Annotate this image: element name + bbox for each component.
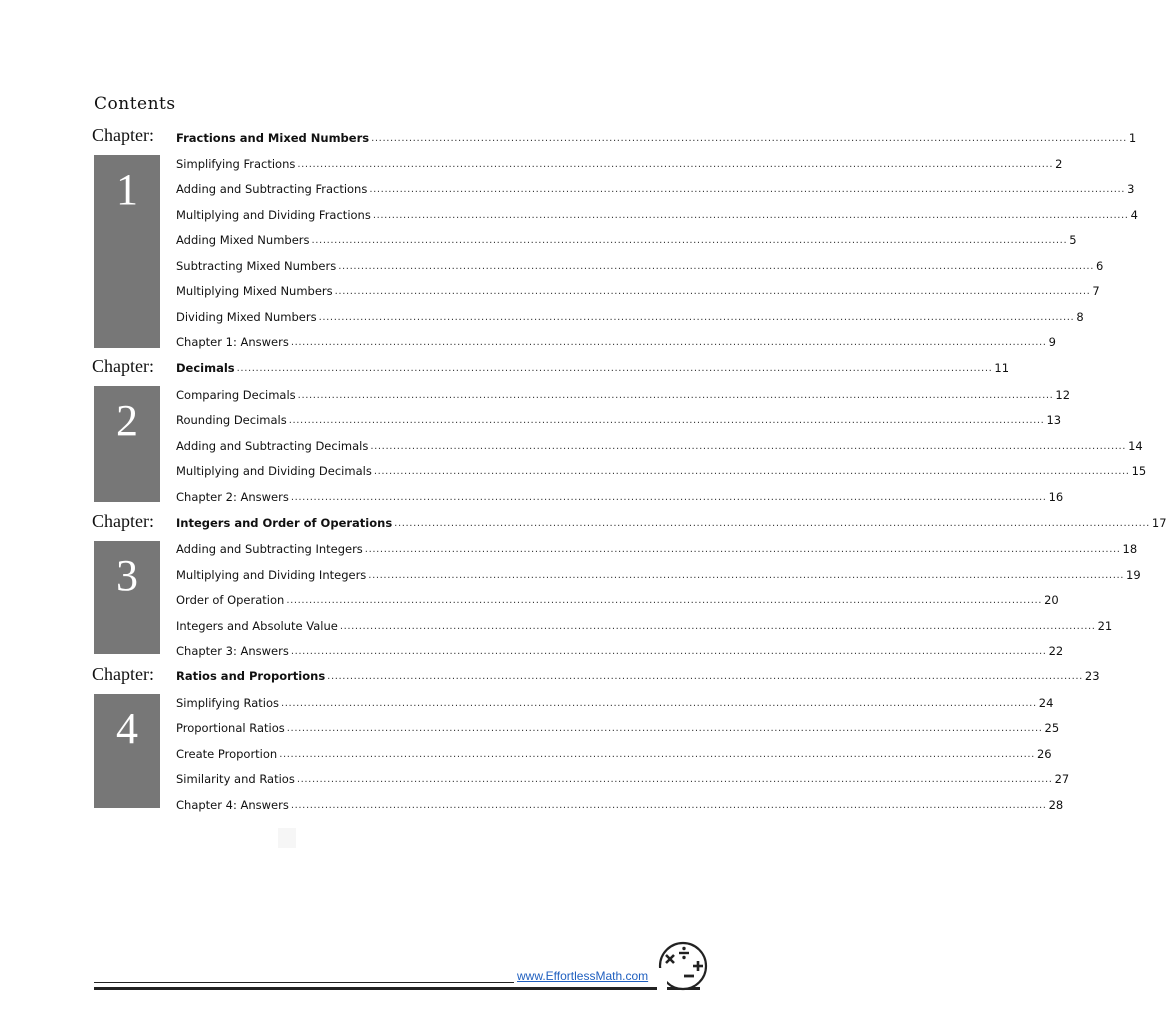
toc-heading-chapter-4[interactable] xyxy=(176,668,1100,684)
toc-entry-title: Adding and Subtracting Fractions xyxy=(176,182,368,196)
toc-entry-page: 3 xyxy=(1127,182,1135,196)
chapter-1-number: 1 xyxy=(116,165,138,214)
toc-entry[interactable] xyxy=(176,232,1077,248)
chapter-2-label: Chapter: xyxy=(92,356,154,376)
toc-entry-title: Simplifying Ratios xyxy=(176,696,279,710)
toc-entry-page: 23 xyxy=(1084,669,1100,683)
toc-entry-title: Rounding Decimals xyxy=(176,413,287,427)
chapter-2-number: 2 xyxy=(116,396,138,445)
dot-leader: ........................................................................................................................................................................................................ xyxy=(286,595,1043,606)
toc-entry[interactable] xyxy=(176,334,1056,350)
toc-entry-page: 4 xyxy=(1130,208,1138,222)
toc-entry[interactable] xyxy=(176,412,1062,428)
chapter-4-label: Chapter: xyxy=(92,664,154,684)
toc-entry-title: Chapter 2: Answers xyxy=(176,490,289,504)
toc-entry-page: 19 xyxy=(1126,568,1141,582)
math-operations-icon xyxy=(657,940,709,992)
dot-leader: ........................................................................................................................................................................................................ xyxy=(236,363,993,374)
dot-leader: ........................................................................................................................................................................................................ xyxy=(394,518,1150,529)
dot-leader: ........................................................................................................................................................................................................ xyxy=(370,441,1127,452)
dot-leader: ........................................................................................................................................................................................................ xyxy=(290,646,1047,657)
toc-entry-page: 1 xyxy=(1128,131,1137,145)
toc-entry[interactable] xyxy=(176,720,1060,736)
toc-entry[interactable] xyxy=(176,463,1147,479)
toc-entry-page: 16 xyxy=(1048,490,1064,504)
toc-entry-title: Chapter 4: Answers xyxy=(176,798,289,812)
chapter-3-number: 3 xyxy=(116,551,138,600)
toc-entry[interactable] xyxy=(176,797,1064,813)
dot-leader: ........................................................................................................................................................................................................ xyxy=(373,466,1130,477)
chapter-3-box xyxy=(94,541,160,654)
toc-heading-chapter-1[interactable] xyxy=(176,130,1137,146)
dot-leader: ........................................................................................................................................................................................................ xyxy=(281,698,1037,709)
toc-entry-title: Chapter 3: Answers xyxy=(176,644,289,658)
chapter-3-label: Chapter: xyxy=(92,511,154,531)
toc-entry[interactable] xyxy=(176,643,1064,659)
toc-entry-title: Comparing Decimals xyxy=(176,388,296,402)
toc-entry-page: 9 xyxy=(1048,335,1056,349)
toc-entry-page: 24 xyxy=(1038,696,1054,710)
chapter-4-number: 4 xyxy=(116,704,138,753)
toc-entry-title: Similarity and Ratios xyxy=(176,772,295,786)
toc-entry-title: Order of Operation xyxy=(176,593,285,607)
chapter-2-box xyxy=(94,386,160,502)
toc-entry-page: 6 xyxy=(1095,259,1104,273)
dot-leader: ........................................................................................................................................................................................................ xyxy=(338,261,1094,272)
dot-leader: ........................................................................................................................................................................................................ xyxy=(368,570,1125,581)
toc-entry[interactable] xyxy=(176,695,1054,711)
toc-entry-title: Multiplying and Dividing Decimals xyxy=(176,464,372,478)
toc-entry[interactable] xyxy=(176,387,1071,403)
toc-entry[interactable] xyxy=(176,258,1104,274)
toc-entry-page: 2 xyxy=(1055,157,1063,171)
footer-rule-thick xyxy=(94,987,700,990)
toc-entry-page: 12 xyxy=(1055,388,1071,402)
contents-title: Contents xyxy=(94,94,176,114)
chapter-1-label: Chapter: xyxy=(92,125,154,145)
toc-entry[interactable] xyxy=(176,618,1113,634)
toc-entry[interactable] xyxy=(176,746,1052,762)
toc-entry[interactable] xyxy=(176,309,1084,325)
toc-entry[interactable] xyxy=(176,567,1141,583)
dot-leader: ........................................................................................................................................................................................................ xyxy=(364,544,1121,555)
toc-entry[interactable] xyxy=(176,156,1063,172)
toc-entry-page: 28 xyxy=(1048,798,1064,812)
dot-leader: ........................................................................................................................................................................................................ xyxy=(371,133,1127,144)
toc-entry-page: 8 xyxy=(1076,310,1084,324)
toc-entry-title: Fractions and Mixed Numbers xyxy=(176,131,370,145)
chapter-1-box xyxy=(94,155,160,348)
toc-entry[interactable] xyxy=(176,771,1070,787)
toc-entry-page: 21 xyxy=(1097,619,1113,633)
toc-entry[interactable] xyxy=(176,541,1138,557)
toc-heading-chapter-2[interactable] xyxy=(176,360,1010,376)
toc-entry-title: Multiplying and Dividing Integers xyxy=(176,568,367,582)
toc-entry-title: Adding Mixed Numbers xyxy=(176,233,310,247)
dot-leader: ........................................................................................................................................................................................................ xyxy=(311,235,1068,246)
dot-leader: ........................................................................................................................................................................................................ xyxy=(288,415,1045,426)
toc-entry[interactable] xyxy=(176,438,1143,454)
toc-entry-title: Ratios and Proportions xyxy=(176,669,326,683)
toc-entry-title: Simplifying Fractions xyxy=(176,157,296,171)
dot-leader: ........................................................................................................................................................................................................ xyxy=(290,800,1047,811)
toc-entry[interactable] xyxy=(176,207,1138,223)
toc-entry-title: Decimals xyxy=(176,361,235,375)
toc-entry-title: Multiplying and Dividing Fractions xyxy=(176,208,371,222)
toc-entry[interactable] xyxy=(176,592,1059,608)
toc-entry-page: 5 xyxy=(1069,233,1077,247)
dot-leader: ........................................................................................................................................................................................................ xyxy=(327,671,1083,682)
toc-entry-page: 22 xyxy=(1048,644,1064,658)
toc-entry-page: 13 xyxy=(1046,413,1062,427)
toc-entry-title: Chapter 1: Answers xyxy=(176,335,289,349)
toc-entry-title: Multiplying Mixed Numbers xyxy=(176,284,333,298)
dot-leader: ........................................................................................................................................................................................................ xyxy=(372,210,1129,221)
toc-entry-title: Adding and Subtracting Decimals xyxy=(176,439,369,453)
dot-leader: ........................................................................................................................................................................................................ xyxy=(297,390,1054,401)
toc-entry-title: Integers and Order of Operations xyxy=(176,516,393,530)
toc-entry-page: 25 xyxy=(1044,721,1060,735)
dot-leader: ........................................................................................................................................................................................................ xyxy=(334,286,1091,297)
toc-entry-title: Subtracting Mixed Numbers xyxy=(176,259,337,273)
toc-entry-page: 11 xyxy=(994,361,1010,375)
toc-entry[interactable] xyxy=(176,283,1100,299)
toc-entry-title: Integers and Absolute Value xyxy=(176,619,338,633)
toc-entry-page: 18 xyxy=(1122,542,1138,556)
faint-mark xyxy=(278,828,296,848)
toc-entry-page: 27 xyxy=(1054,772,1070,786)
toc-entry[interactable] xyxy=(176,489,1064,505)
website-link[interactable]: www.EffortlessMath.com xyxy=(517,969,649,983)
dot-leader: ........................................................................................................................................................................................................ xyxy=(297,159,1054,170)
toc-entry-title: Dividing Mixed Numbers xyxy=(176,310,317,324)
dot-leader: ........................................................................................................................................................................................................ xyxy=(369,184,1126,195)
dot-leader: ........................................................................................................................................................................................................ xyxy=(339,621,1096,632)
toc-heading-chapter-3[interactable] xyxy=(176,515,1167,531)
dot-leader: ........................................................................................................................................................................................................ xyxy=(296,774,1053,785)
footer-rule-thin xyxy=(94,982,514,983)
toc-entry-title: Proportional Ratios xyxy=(176,721,285,735)
toc-entry[interactable] xyxy=(176,181,1135,197)
toc-entry-page: 15 xyxy=(1131,464,1147,478)
toc-entry-page: 14 xyxy=(1128,439,1143,453)
dot-leader: ........................................................................................................................................................................................................ xyxy=(279,749,1035,760)
toc-entry-title: Create Proportion xyxy=(176,747,278,761)
dot-leader: ........................................................................................................................................................................................................ xyxy=(290,492,1047,503)
toc-entry-page: 17 xyxy=(1151,516,1167,530)
chapter-4-box xyxy=(94,694,160,808)
toc-entry-title: Adding and Subtracting Integers xyxy=(176,542,363,556)
dot-leader: ........................................................................................................................................................................................................ xyxy=(290,337,1047,348)
toc-entry-page: 20 xyxy=(1044,593,1059,607)
toc-entry-page: 7 xyxy=(1092,284,1100,298)
toc-entry-page: 26 xyxy=(1036,747,1052,761)
dot-leader: ........................................................................................................................................................................................................ xyxy=(318,312,1075,323)
dot-leader: ........................................................................................................................................................................................................ xyxy=(286,723,1043,734)
